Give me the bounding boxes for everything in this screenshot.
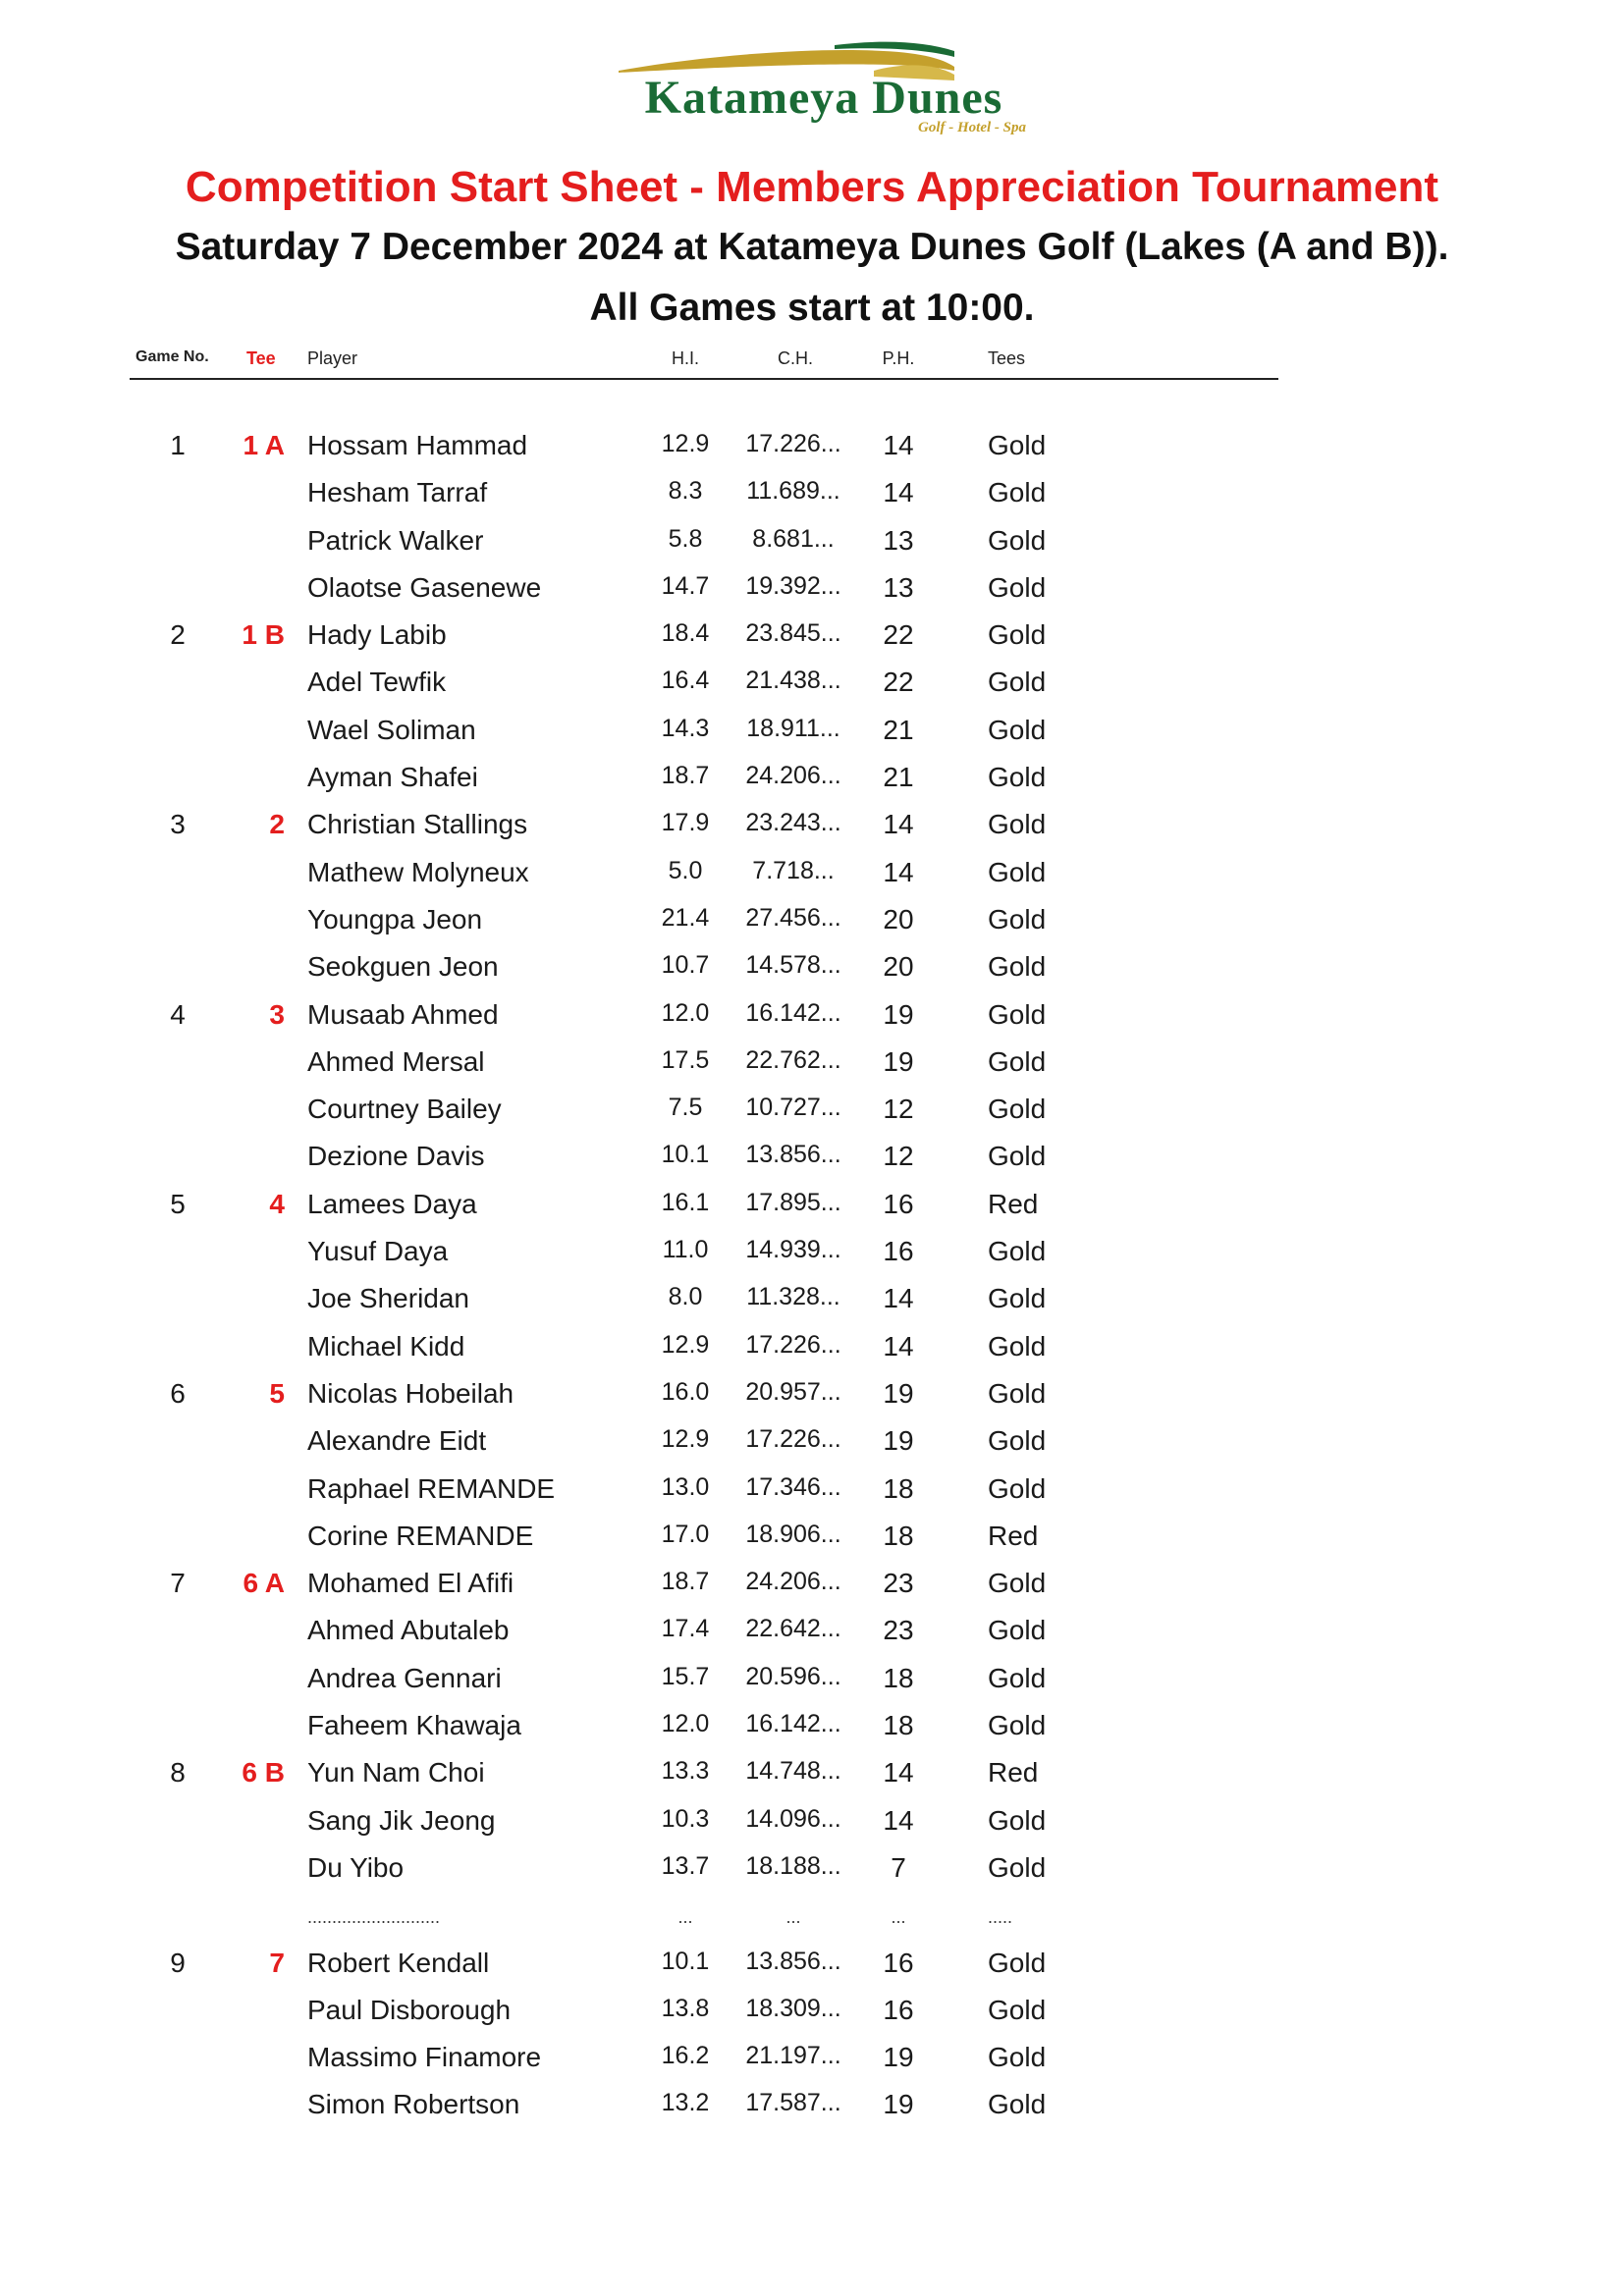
header-divider — [130, 378, 1278, 380]
cell-hi: 10.1 — [661, 1947, 710, 1975]
cell-ch: 21.197... — [745, 2042, 841, 2070]
table-row — [0, 951, 1624, 998]
table-row — [0, 1378, 1624, 1425]
cell-tees: Gold — [988, 762, 1047, 793]
cell-player: Hesham Tarraf — [307, 477, 488, 508]
cell-hi: 15.7 — [661, 1662, 710, 1690]
table-row — [0, 1283, 1624, 1330]
cell-ph: 16 — [883, 1947, 914, 1978]
cell-ph: 20 — [883, 951, 914, 983]
cell-ph: 14 — [883, 1283, 914, 1314]
cell-tee: 2 — [269, 809, 285, 840]
cell-tee: 5 — [269, 1377, 285, 1409]
cell-tees: Gold — [988, 430, 1047, 460]
cell-ch: 18.188... — [745, 1851, 841, 1880]
cell-ch: 24.206... — [745, 762, 841, 790]
cell-player: Andrea Gennari — [307, 1662, 502, 1693]
cell-player: Ayman Shafei — [307, 762, 478, 793]
table-row — [0, 1331, 1624, 1378]
cell-ph: 23 — [883, 1568, 914, 1599]
table-row — [0, 619, 1624, 667]
cell-player: Seokguen Jeon — [307, 951, 499, 983]
cell-tee: 4 — [269, 1188, 285, 1219]
column-header-ph: P.H. — [882, 348, 915, 368]
cell-hi: 16.2 — [661, 2042, 710, 2070]
cell-tees: Gold — [988, 1236, 1047, 1267]
cell-tees: Gold — [988, 1804, 1047, 1836]
cell-ch: 11.689... — [746, 477, 840, 506]
cell-ch: 17.226... — [745, 1330, 841, 1359]
cell-ch: 17.346... — [745, 1472, 841, 1501]
table-row — [0, 857, 1624, 904]
cell-ph: 14 — [883, 1804, 914, 1836]
cell-hi: 10.1 — [661, 1141, 710, 1169]
table-row — [0, 1710, 1624, 1757]
cell-ch: 14.578... — [745, 951, 841, 980]
cell-player: Robert Kendall — [307, 1947, 490, 1978]
cell-hi: ... — [677, 1907, 693, 1928]
table-row — [0, 1236, 1624, 1283]
table-row — [0, 1995, 1624, 2042]
cell-tee: 6 B — [242, 1757, 285, 1789]
cell-player: Mohamed El Afifi — [307, 1568, 514, 1599]
cell-tees: Gold — [988, 1662, 1047, 1693]
column-header-ch: C.H. — [778, 348, 813, 368]
cell-hi: 17.0 — [661, 1520, 710, 1548]
cell-tees: Gold — [988, 1094, 1047, 1125]
cell-hi: 8.3 — [668, 477, 703, 506]
cell-ph: ... — [891, 1907, 906, 1928]
cell-tees: Gold — [988, 1947, 1047, 1978]
table-row — [0, 1046, 1624, 1094]
table-row — [0, 477, 1624, 524]
cell-ph: 18 — [883, 1472, 914, 1504]
cell-tees: Gold — [988, 1615, 1047, 1646]
cell-ph: 20 — [883, 903, 914, 934]
cell-hi: 5.8 — [668, 524, 703, 553]
cell-tees: Gold — [988, 1330, 1047, 1362]
cell-tees: Gold — [988, 571, 1047, 603]
cell-ph: 18 — [883, 1662, 914, 1693]
cell-tees: Gold — [988, 1568, 1047, 1599]
table-row — [0, 715, 1624, 762]
table-row — [0, 999, 1624, 1046]
cell-hi: 12.9 — [661, 430, 710, 457]
cell-ch: 18.911... — [746, 714, 840, 742]
cell-player: Paul Disborough — [307, 1994, 512, 2025]
cell-ch: 16.142... — [745, 1710, 841, 1738]
cell-hi: 14.3 — [661, 714, 710, 742]
cell-ch: 14.748... — [745, 1757, 841, 1786]
cell-ph: 19 — [883, 1425, 914, 1457]
cell-ch: 23.845... — [745, 619, 841, 648]
cell-tees: Gold — [988, 2042, 1047, 2073]
cell-hi: 5.0 — [668, 856, 703, 884]
cell-ch: 16.142... — [745, 998, 841, 1027]
table-row — [0, 1615, 1624, 1662]
table-row — [0, 1948, 1624, 1995]
cell-hi: 8.0 — [668, 1283, 703, 1311]
cell-ch: 27.456... — [745, 903, 841, 932]
start-time-note: All Games start at 10:00. — [589, 287, 1035, 329]
cell-player: Hady Labib — [307, 619, 447, 651]
cell-player: Alexandre Eidt — [307, 1425, 487, 1457]
cell-tees: Gold — [988, 714, 1047, 745]
cell-player: Youngpa Jeon — [307, 903, 483, 934]
cell-player: Ahmed Abutaleb — [307, 1615, 510, 1646]
cell-game: 8 — [170, 1757, 186, 1789]
table-row — [0, 2042, 1624, 2089]
cell-ph: 19 — [883, 998, 914, 1030]
cell-hi: 17.5 — [661, 1045, 710, 1074]
cell-player: Faheem Khawaja — [307, 1710, 521, 1741]
cell-tees: Red — [988, 1188, 1039, 1219]
cell-ch: 17.226... — [745, 1425, 841, 1454]
cell-ch: 7.718... — [752, 856, 835, 884]
cell-ph: 12 — [883, 1094, 914, 1125]
cell-ph: 14 — [883, 1757, 914, 1789]
cell-ph: 14 — [883, 477, 914, 508]
cell-player: Raphael REMANDE — [307, 1472, 556, 1504]
cell-tees: Gold — [988, 856, 1047, 887]
column-header-tees: Tees — [988, 348, 1026, 368]
cell-tee: 1 B — [242, 619, 285, 651]
start-sheet-table — [0, 430, 1624, 2137]
cell-ch: 22.642... — [745, 1615, 841, 1643]
cell-tees: Gold — [988, 2089, 1047, 2120]
cell-player: Simon Robertson — [307, 2089, 520, 2120]
cell-player: Musaab Ahmed — [307, 998, 499, 1030]
cell-tees: Gold — [988, 1377, 1047, 1409]
table-row — [0, 667, 1624, 714]
cell-tees: Red — [988, 1520, 1039, 1551]
cell-tees: Gold — [988, 1045, 1047, 1077]
table-row — [0, 525, 1624, 572]
cell-hi: 12.0 — [661, 998, 710, 1027]
cell-ph: 19 — [883, 1377, 914, 1409]
cell-ch: 17.587... — [745, 2089, 841, 2117]
cell-hi: 7.5 — [668, 1094, 703, 1122]
cell-player: Patrick Walker — [307, 524, 484, 556]
cell-ch: 20.957... — [745, 1377, 841, 1406]
cell-tees: Gold — [988, 998, 1047, 1030]
cell-hi: 18.4 — [661, 619, 710, 648]
cell-tees: Red — [988, 1757, 1039, 1789]
logo-name: Katameya Dunes — [644, 72, 1003, 124]
cell-tees: Gold — [988, 951, 1047, 983]
cell-hi: 12.9 — [661, 1425, 710, 1454]
table-row — [0, 430, 1624, 477]
cell-ph: 19 — [883, 1045, 914, 1077]
cell-player: Christian Stallings — [307, 809, 528, 840]
cell-player: Lamees Daya — [307, 1188, 477, 1219]
cell-hi: 21.4 — [661, 903, 710, 932]
cell-ch: 23.243... — [745, 809, 841, 837]
cell-hi: 13.7 — [661, 1851, 710, 1880]
table-row — [0, 572, 1624, 619]
cell-game: 9 — [170, 1947, 186, 1978]
cell-hi: 16.0 — [661, 1377, 710, 1406]
cell-hi: 11.0 — [662, 1236, 709, 1264]
cell-game: 3 — [170, 809, 186, 840]
cell-player: Corine REMANDE — [307, 1520, 534, 1551]
table-row — [0, 762, 1624, 809]
page-subtitle: Saturday 7 December 2024 at Katameya Dunes Golf (Lakes (A and B)). — [175, 226, 1449, 268]
cell-tees: Gold — [988, 1994, 1047, 2025]
table-header — [0, 348, 1624, 378]
column-header-hi: H.I. — [671, 348, 699, 368]
table-row — [0, 1094, 1624, 1141]
cell-ch: 11.328... — [746, 1283, 840, 1311]
cell-hi: 16.1 — [661, 1188, 710, 1216]
cell-hi: 13.8 — [661, 1994, 710, 2022]
cell-ph: 18 — [883, 1520, 914, 1551]
cell-player: Ahmed Mersal — [307, 1045, 485, 1077]
cell-tees: Gold — [988, 1472, 1047, 1504]
table-row — [0, 1141, 1624, 1188]
cell-ph: 14 — [883, 856, 914, 887]
table-row — [0, 1852, 1624, 1899]
cell-hi: 13.2 — [661, 2089, 710, 2117]
cell-ph: 22 — [883, 619, 914, 651]
cell-hi: 17.4 — [661, 1615, 710, 1643]
cell-tees: Gold — [988, 1283, 1047, 1314]
cell-ph: 19 — [883, 2042, 914, 2073]
table-row — [0, 1473, 1624, 1521]
cell-tees: Gold — [988, 903, 1047, 934]
cell-tees: Gold — [988, 1425, 1047, 1457]
column-header-tee: Tee — [246, 348, 276, 368]
cell-tees: Gold — [988, 477, 1047, 508]
cell-tees: ..... — [988, 1907, 1013, 1928]
cell-hi: 17.9 — [661, 809, 710, 837]
placeholder-row — [0, 1899, 1624, 1947]
cell-ph: 21 — [883, 762, 914, 793]
cell-hi: 12.0 — [661, 1710, 710, 1738]
cell-tees: Gold — [988, 619, 1047, 651]
cell-game: 2 — [170, 619, 186, 651]
cell-player: Adel Tewfik — [307, 667, 447, 698]
cell-tee: 6 A — [243, 1568, 285, 1599]
cell-player: Hossam Hammad — [307, 430, 528, 460]
cell-ph: 16 — [883, 1994, 914, 2025]
cell-player: Nicolas Hobeilah — [307, 1377, 514, 1409]
table-row — [0, 1757, 1624, 1804]
cell-ch: ... — [785, 1907, 801, 1928]
cell-tee: 3 — [269, 998, 285, 1030]
cell-hi: 18.7 — [661, 1568, 710, 1596]
page-title: Competition Start Sheet - Members Appreciation Tournament — [185, 163, 1439, 211]
table-row — [0, 1568, 1624, 1615]
cell-tees: Gold — [988, 1851, 1047, 1883]
cell-ph: 18 — [883, 1710, 914, 1741]
cell-ch: 21.438... — [745, 667, 841, 695]
cell-player: Courtney Bailey — [307, 1094, 502, 1125]
cell-ch: 17.226... — [745, 430, 841, 457]
cell-ph: 14 — [883, 430, 914, 460]
cell-player: Yun Nam Choi — [307, 1757, 485, 1789]
table-row — [0, 904, 1624, 951]
cell-ph: 16 — [883, 1236, 914, 1267]
cell-ph: 16 — [883, 1188, 914, 1219]
cell-tees: Gold — [988, 1141, 1047, 1172]
cell-player: Dezione Davis — [307, 1141, 485, 1172]
cell-tees: Gold — [988, 809, 1047, 840]
cell-ch: 19.392... — [745, 571, 841, 600]
cell-hi: 13.3 — [661, 1757, 710, 1786]
cell-ch: 14.939... — [745, 1236, 841, 1264]
cell-hi: 18.7 — [661, 762, 710, 790]
table-row — [0, 809, 1624, 856]
table-row — [0, 1521, 1624, 1568]
cell-game: 6 — [170, 1377, 186, 1409]
cell-tee: 1 A — [243, 430, 285, 460]
cell-player: Yusuf Daya — [307, 1236, 449, 1267]
cell-player: Mathew Molyneux — [307, 856, 529, 887]
cell-ch: 18.309... — [745, 1994, 841, 2022]
cell-hi: 10.3 — [661, 1804, 710, 1833]
table-row — [0, 1425, 1624, 1472]
cell-hi: 16.4 — [661, 667, 710, 695]
cell-player: Joe Sheridan — [307, 1283, 470, 1314]
cell-ch: 22.762... — [745, 1045, 841, 1074]
cell-ph: 23 — [883, 1615, 914, 1646]
cell-game: 4 — [170, 998, 186, 1030]
cell-ph: 7 — [891, 1851, 906, 1883]
cell-tees: Gold — [988, 524, 1047, 556]
cell-ph: 13 — [883, 571, 914, 603]
cell-ph: 13 — [883, 524, 914, 556]
cell-tees: Gold — [988, 1710, 1047, 1741]
cell-ch: 10.727... — [745, 1094, 841, 1122]
cell-ch: 13.856... — [745, 1141, 841, 1169]
cell-tee: 7 — [269, 1947, 285, 1978]
cell-player: Du Yibo — [307, 1851, 405, 1883]
logo-tagline: Golf - Hotel - Spa — [918, 120, 1026, 135]
cell-hi: 10.7 — [661, 951, 710, 980]
cell-game: 1 — [170, 430, 186, 460]
cell-hi: 14.7 — [661, 571, 710, 600]
cell-ch: 14.096... — [745, 1804, 841, 1833]
cell-ph: 22 — [883, 667, 914, 698]
table-row — [0, 1805, 1624, 1852]
cell-ch: 24.206... — [745, 1568, 841, 1596]
cell-hi: 13.0 — [661, 1472, 710, 1501]
table-row — [0, 1663, 1624, 1710]
cell-ph: 21 — [883, 714, 914, 745]
cell-ch: 20.596... — [745, 1662, 841, 1690]
cell-ph: 12 — [883, 1141, 914, 1172]
logo — [589, 37, 1060, 145]
cell-ph: 14 — [883, 809, 914, 840]
cell-ph: 19 — [883, 2089, 914, 2120]
table-row — [0, 2089, 1624, 2136]
cell-player: ........................... — [307, 1907, 441, 1928]
cell-player: Massimo Finamore — [307, 2042, 542, 2073]
column-header-game: Game No. — [135, 348, 209, 365]
cell-game: 7 — [170, 1568, 186, 1599]
cell-ch: 13.856... — [745, 1947, 841, 1975]
cell-player: Sang Jik Jeong — [307, 1804, 496, 1836]
cell-player: Michael Kidd — [307, 1330, 465, 1362]
cell-hi: 12.9 — [661, 1330, 710, 1359]
cell-ph: 14 — [883, 1330, 914, 1362]
table-row — [0, 1189, 1624, 1236]
cell-ch: 17.895... — [745, 1188, 841, 1216]
cell-ch: 8.681... — [752, 524, 835, 553]
cell-player: Wael Soliman — [307, 714, 476, 745]
cell-ch: 18.906... — [745, 1520, 841, 1548]
column-header-player: Player — [307, 348, 358, 368]
cell-game: 5 — [170, 1188, 186, 1219]
cell-player: Olaotse Gasenewe — [307, 571, 542, 603]
cell-tees: Gold — [988, 667, 1047, 698]
